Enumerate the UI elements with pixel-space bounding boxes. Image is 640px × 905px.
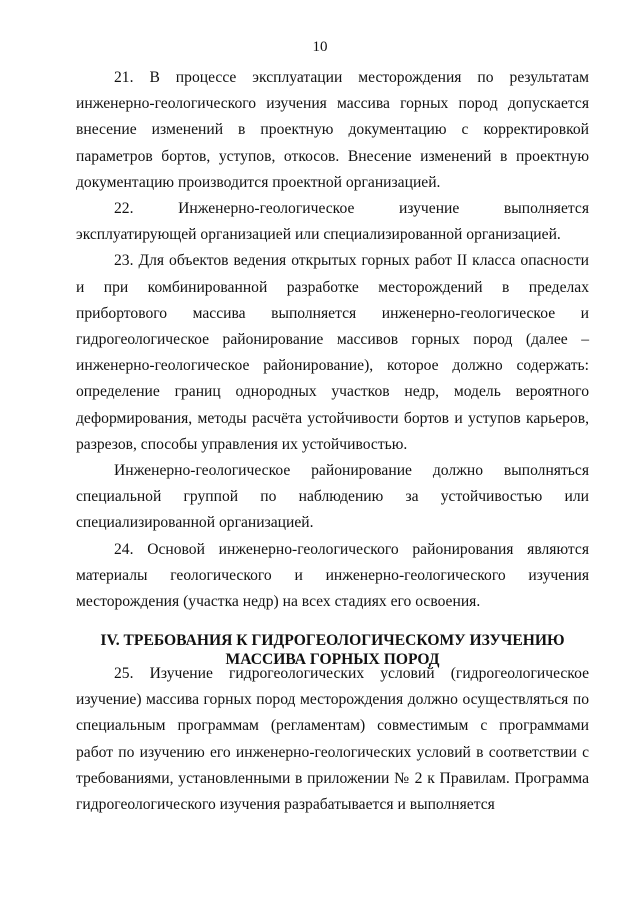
paragraph-21: 21. В процессе эксплуатации месторождения по результатам инженерно-геологического изучения массива горных пород допускается внесение изменений в проектную документацию с корректировкой параметров бортов, уступов, откосов. Внесение изменений в проектную документацию производится проектной организацией. bbox=[76, 69, 589, 191]
paragraph-22: 22. Инженерно-геологическое изучение выполняется эксплуатирующей организацией или специализированной организацией. bbox=[76, 200, 589, 244]
body-text-part-1 bbox=[76, 65, 589, 615]
paragraph-23-continued: Инженерно-геологическое районирование должно выполняться специальной группой по наблюдению за устойчивостью или специализированной организацией. bbox=[76, 462, 589, 532]
section-heading-line-2: МАССИВА ГОРНЫХ ПОРОД bbox=[225, 651, 440, 668]
section-heading-line-1: IV. ТРЕБОВАНИЯ К ГИДРОГЕОЛОГИЧЕСКОМУ ИЗУЧЕНИЮ bbox=[100, 632, 565, 649]
page-number: 10 bbox=[312, 39, 328, 55]
paragraph-23: 23. Для объектов ведения открытых горных работ II класса опасности и при комбинированной разработке месторождений в пределах прибортового массива выполняется инженерно-геологическое и гидрогеологическое районирование массивов горных пород (далее – инженерно-геологическое районирование), которое должно содержать: определение границ однородных участков недр, модель вероятного деформирования, методы расчёта устойчивости бортов и уступов карьеров, разрезов, способы управления их устойчивостью. bbox=[76, 252, 589, 453]
body-text-part-2 bbox=[76, 661, 589, 818]
paragraph-25: 25. Изучение гидрогеологических условий (гидрогеологическое изучение) массива горных пород месторождения должно осуществляться по специальным программам (регламентам) совместимым с программами работ по изучению его инженерно-геологических условий в соответствии с требованиями, установленными в приложении № 2 к Правилам. Программа гидрогеологического изучения разрабатывается и выполняется bbox=[76, 665, 589, 814]
paragraph-24: 24. Основой инженерно-геологического районирования являются материалы геологического и инженерно-геологического изучения месторождения (участка недр) на всех стадиях его освоения. bbox=[76, 540, 589, 611]
